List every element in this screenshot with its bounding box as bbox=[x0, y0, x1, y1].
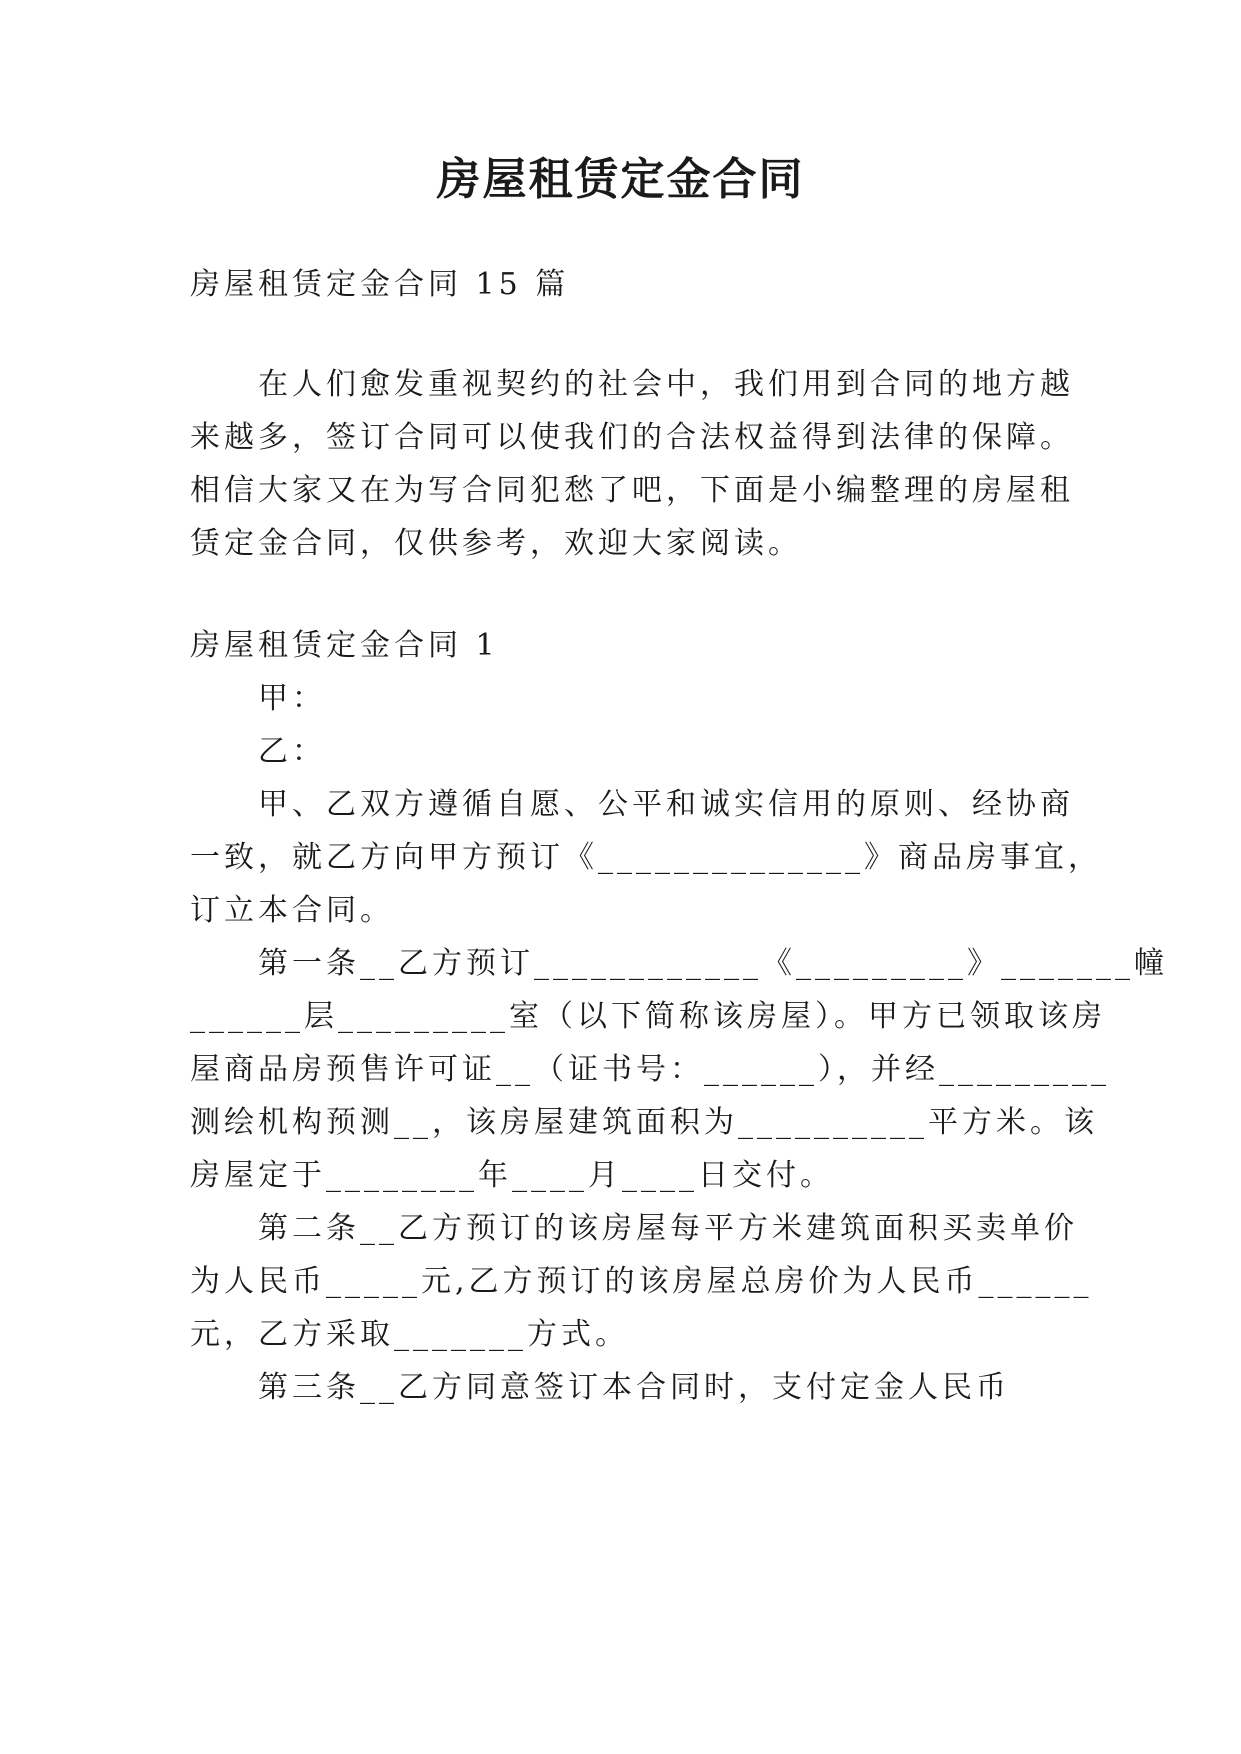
document-subtitle: 房屋租赁定金合同 15 篇 bbox=[190, 267, 570, 302]
body-line: 屋商品房预售许可证__（证书号：______），并经_________ bbox=[190, 1052, 1110, 1087]
body-line: 第三条__乙方同意签订本合同时，支付定金人民币 bbox=[258, 1370, 1010, 1405]
body-line: 一致，就乙方向甲方预订《______________》商品房事宜， bbox=[190, 840, 1102, 875]
document-title: 房屋租赁定金合同 bbox=[436, 154, 805, 205]
body-line: 为人民币_____元,乙方预订的该房屋总房价为人民币______ bbox=[190, 1264, 1093, 1299]
body-line: 第二条__乙方预订的该房屋每平方米建筑面积买卖单价 bbox=[258, 1211, 1078, 1246]
body-line: 测绘机构预测__，该房屋建筑面积为__________平方米。该 bbox=[190, 1105, 1098, 1140]
intro-line-3: 相信大家又在为写合同犯愁了吧，下面是小编整理的房屋租 bbox=[190, 473, 1074, 508]
body-line: 甲、乙双方遵循自愿、公平和诚实信用的原则、经协商 bbox=[258, 787, 1074, 822]
intro-line-4: 赁定金合同，仅供参考，欢迎大家阅读。 bbox=[190, 526, 802, 561]
party-a-label: 甲： bbox=[258, 681, 326, 716]
party-b-label: 乙： bbox=[258, 734, 326, 769]
body-line: ______层_________室（以下简称该房屋）。甲方已领取该房 bbox=[190, 999, 1106, 1034]
body-line: 房屋定于________年____月____日交付。 bbox=[190, 1158, 834, 1193]
intro-line-1: 在人们愈发重视契约的社会中，我们用到合同的地方越 bbox=[258, 367, 1074, 402]
body-line: 订立本合同。 bbox=[190, 893, 394, 928]
intro-line-2: 来越多，签订合同可以使我们的合法权益得到法律的保障。 bbox=[190, 420, 1074, 455]
body-line: 第一条__乙方预订____________《_________》_______幢 bbox=[258, 946, 1168, 981]
body-line: 元，乙方采取_______方式。 bbox=[190, 1317, 629, 1352]
section-heading: 房屋租赁定金合同 1 bbox=[190, 628, 499, 663]
